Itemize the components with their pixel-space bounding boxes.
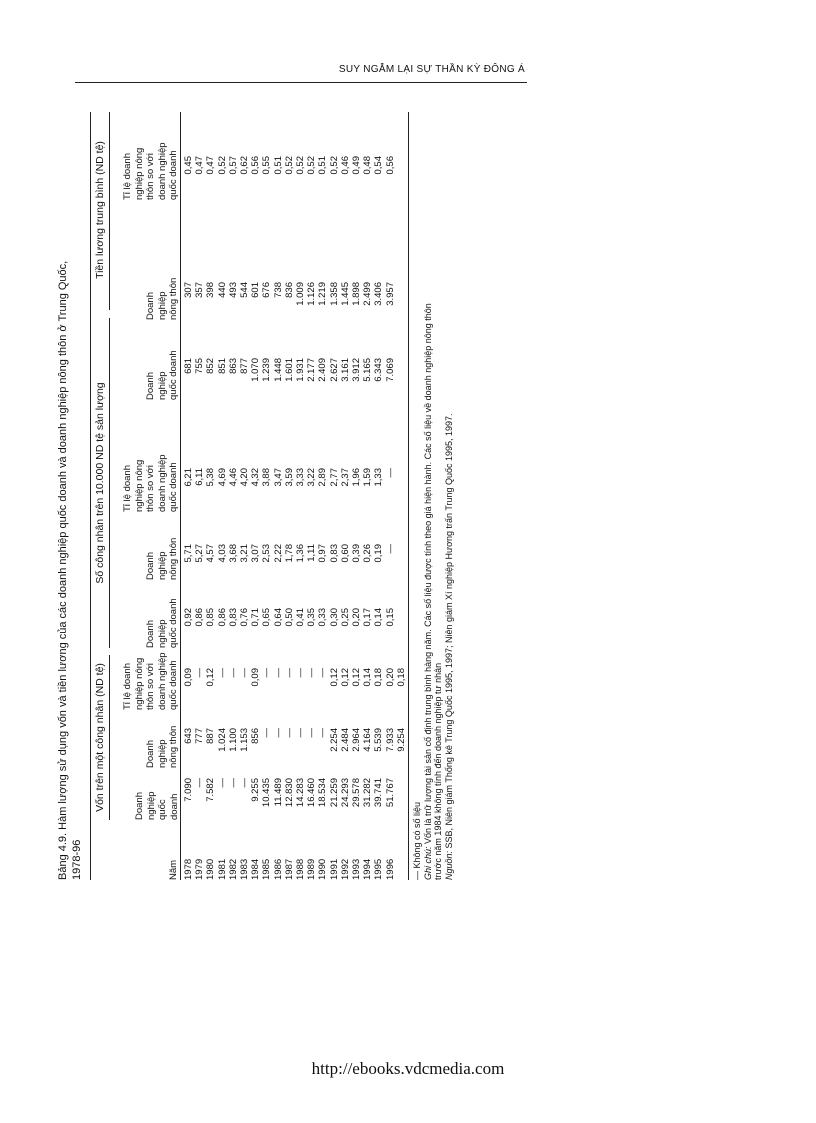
cell-year: 1988 — [295, 858, 307, 880]
cell-cap_ratio: 0,20 — [384, 668, 396, 687]
cell-cap_rural: 2.254 — [328, 728, 340, 752]
col-header-cap-soe: Doanh nghiệp quốc doanh — [134, 791, 180, 820]
cell-wage_rural: 3.406 — [373, 282, 385, 306]
cell-wage_ratio: 0,56 — [384, 156, 396, 175]
cell-wk_rural: 3,07 — [250, 544, 262, 563]
cell-cap_soe: — — [239, 778, 251, 788]
cell-wage_soe: 877 — [239, 358, 251, 374]
cell-year: 1989 — [306, 858, 318, 880]
cell-cap_soe: 18.534 — [317, 778, 329, 808]
cell-cap_soe: 51.767 — [384, 778, 396, 808]
cell-wage_soe: 1.931 — [295, 358, 307, 382]
running-header — [75, 60, 527, 83]
group-header-capital: Vốn trên một công nhân (ND tệ) — [94, 663, 106, 812]
cell-cap_soe: 7.582 — [205, 778, 217, 802]
cell-wk_ratio: 4,32 — [250, 468, 262, 487]
cell-wage_rural: 1.358 — [328, 282, 340, 306]
cell-wk_ratio: 4,69 — [216, 468, 228, 487]
cell-wk_ratio: — — [384, 468, 396, 478]
cell-cap_rural: 5.539 — [373, 728, 385, 752]
cell-year: 1984 — [250, 858, 262, 880]
col-header-wk-ratio: Tỉ lệ doanh nghiệp nông thôn so với doanh nghiệp quốc doanh — [122, 454, 179, 512]
cell-wk_rural: 4,03 — [216, 544, 228, 563]
cell-wk_ratio: 3,33 — [295, 468, 307, 487]
cell-wage_ratio: 0,49 — [351, 156, 363, 175]
col-header-cap-ratio: Tỉ lệ doanh nghiệp nông thôn so với doanh nghiệp quốc doanh — [122, 652, 179, 710]
cell-cap_ratio: 0,18 — [373, 668, 385, 687]
cell-year: 1983 — [239, 858, 251, 880]
cell-cap_rural: — — [283, 728, 295, 738]
cell-wage_soe: 863 — [227, 358, 239, 374]
note-missing: — Không có số liệu — [412, 801, 422, 880]
cell-cap_rural: 7.933 — [384, 728, 396, 752]
cell-wk_ratio: 4,20 — [239, 468, 251, 487]
cell-wage_ratio: 0,47 — [194, 156, 206, 175]
cell-wk_ratio: 6,11 — [194, 468, 206, 486]
cell-wk_rural: 0,60 — [339, 544, 351, 563]
cell-wk_ratio: 1,96 — [351, 468, 363, 487]
col-wage-rural — [183, 282, 396, 320]
note-remark-text: Vốn là trữ lượng tài sản cố định trung bình hàng năm. Các số liệu được tính theo giá hiện hành. Các số liệu về doanh nghiệp nông thôn — [422, 303, 433, 847]
cell-year: 1979 — [194, 858, 206, 880]
cell-wk_rural: 5,71 — [183, 544, 194, 563]
cell-wk_rural: 1,11 — [306, 544, 318, 562]
cell-wk_ratio: 1,59 — [362, 468, 374, 487]
col-cap-ratio — [183, 668, 407, 718]
cell-cap_soe: 14.283 — [295, 778, 307, 808]
cell-wage_ratio: 0,52 — [306, 156, 318, 175]
cell-cap_rural: — — [272, 728, 284, 738]
col-header-wage-ratio: Tỉ lệ doanh nghiệp nông thôn so với doanh nghiệp quốc doanh — [122, 142, 179, 200]
cell-cap_rural: 1.100 — [227, 728, 239, 752]
table-caption — [56, 110, 84, 880]
cell-wk_soe: 0,83 — [227, 608, 239, 627]
cell-cap_rural: 2.964 — [351, 728, 363, 752]
cell-cap_soe: 16.460 — [306, 778, 318, 808]
cell-wage_rural: 544 — [239, 282, 251, 298]
cell-cap_soe: 12.830 — [283, 778, 295, 808]
cell-cap_rural: — — [306, 728, 318, 738]
col-wage-soe — [183, 358, 396, 402]
cell-cap_rural: 643 — [183, 728, 194, 744]
cell-year: 1994 — [362, 858, 374, 880]
cell-cap_rural: 1.153 — [239, 728, 251, 752]
cell-wk_soe: 0,85 — [205, 608, 217, 627]
cell-wk_soe: 0,86 — [216, 608, 228, 627]
cell-wage_soe: 755 — [194, 358, 206, 374]
cell-wk_soe: 0,20 — [351, 608, 363, 627]
cell-wk_ratio: 2,89 — [317, 468, 329, 487]
cell-cap_ratio: — — [261, 668, 273, 678]
cell-wk_ratio: 3,47 — [272, 468, 284, 487]
cell-wage_ratio: 0,55 — [261, 156, 273, 175]
cell-wage_rural: 398 — [205, 282, 217, 298]
cell-wage_rural: 493 — [227, 282, 239, 298]
cell-year: 1996 — [384, 858, 396, 880]
cell-wk_soe: 0,35 — [306, 608, 318, 627]
cell-cap_soe: 29.578 — [351, 778, 363, 808]
cell-cap_soe: 21.259 — [328, 778, 340, 808]
cell-wage_ratio: 0,47 — [205, 156, 217, 175]
cell-cap_rural: 777 — [194, 728, 206, 744]
cell-wage_soe: 1.448 — [272, 358, 284, 382]
cell-year: 1981 — [216, 858, 228, 880]
cell-wage_soe: 5.165 — [362, 358, 374, 382]
cell-year: 1991 — [328, 858, 340, 880]
cell-year: 1987 — [283, 858, 295, 880]
cell-year: 1995 — [373, 858, 385, 880]
group-header-workers: Số công nhân trên 10.000 ND tệ sản lượng — [94, 382, 106, 584]
cell-wage_ratio: 0,48 — [362, 156, 374, 175]
cell-wk_rural: 1,78 — [283, 544, 295, 563]
cell-wage_rural: 1.126 — [306, 282, 318, 306]
cell-cap_soe: — — [216, 778, 228, 788]
cell-wage_rural: 676 — [261, 282, 273, 298]
cell-wk_soe: 0,25 — [339, 608, 351, 627]
col-wk-ratio — [183, 468, 396, 508]
note-source — [444, 110, 455, 880]
cell-wk_soe: 0,14 — [373, 608, 385, 627]
cell-cap_soe: — — [227, 778, 239, 788]
cell-wage_ratio: 0,54 — [373, 156, 385, 175]
cell-year: 1990 — [317, 858, 329, 880]
header-bottom-rule — [180, 112, 181, 880]
cell-wk_ratio: 3,22 — [306, 468, 318, 487]
cell-wage_soe: 3.161 — [339, 358, 351, 382]
cell-year: 1992 — [339, 858, 351, 880]
cell-wk_soe: 0,65 — [261, 608, 273, 627]
col-header-wk-soe: Doanh nghiệp quốc doanh — [145, 598, 179, 648]
cell-wage_ratio: 0,52 — [295, 156, 307, 175]
col-header-wage-soe: Doanh nghiệp quốc doanh — [145, 350, 179, 400]
cell-wk_soe: 0,30 — [328, 608, 340, 627]
cell-wage_ratio: 0,52 — [216, 156, 228, 175]
cell-wk_rural: 0,26 — [362, 544, 374, 563]
cell-wage_soe: 2.627 — [328, 358, 340, 382]
cell-year: 1978 — [183, 858, 194, 880]
cell-wk_soe: 0,92 — [183, 608, 194, 627]
cell-wk_ratio: 3,59 — [283, 468, 295, 487]
cell-cap_soe: 9.255 — [250, 778, 262, 802]
cell-wage_soe: 2.409 — [317, 358, 329, 382]
cell-wage_soe: 3.912 — [351, 358, 363, 382]
cell-wage_rural: 307 — [183, 282, 194, 298]
cell-cap_rural: 4.164 — [362, 728, 374, 752]
cell-year: 1980 — [205, 858, 217, 880]
group-header-wage: Tiền lương trung bình (ND tệ) — [94, 141, 106, 279]
cell-cap_ratio: — — [295, 668, 307, 678]
footer-url: http://ebooks.vdcmedia.com — [311, 1059, 505, 1078]
cell-wage_soe: 1.070 — [250, 358, 262, 382]
cell-wk_rural: 0,39 — [351, 544, 363, 563]
cell-wage_rural: 836 — [283, 282, 295, 298]
cell-wage_soe: 851 — [216, 358, 228, 374]
cell-wk_ratio: 2,77 — [328, 468, 340, 487]
cell-cap_ratio: — — [239, 668, 251, 678]
group-rule-2 — [109, 318, 110, 648]
table-bottom-rule — [408, 112, 409, 880]
top-rule — [90, 112, 91, 880]
cell-cap_ratio: 0,18 — [395, 668, 407, 687]
note-remark-label: Ghi chú: — [422, 846, 433, 880]
table-notes — [412, 110, 454, 880]
cell-wk_ratio: 5,38 — [205, 468, 217, 487]
cell-wk_soe: 0,71 — [250, 608, 262, 627]
cell-wage_soe: 852 — [205, 358, 217, 374]
cell-wk_rural: 5,27 — [194, 544, 206, 563]
cell-wk_soe: 0,41 — [295, 608, 307, 627]
cell-year: 1985 — [261, 858, 273, 880]
cell-wk_rural: 0,97 — [317, 544, 329, 563]
col-header-wage-rural: Doanh nghiệp nông thôn — [145, 277, 179, 320]
cell-wk_rural: — — [384, 544, 396, 554]
cell-year: 1993 — [351, 858, 363, 880]
cell-wage_ratio: 0,62 — [239, 156, 251, 175]
cell-cap_rural: — — [295, 728, 307, 738]
cell-wage_ratio: 0,51 — [317, 156, 329, 175]
cell-wk_soe: 0,76 — [239, 608, 251, 627]
col-wage-ratio — [183, 156, 396, 192]
cell-cap_soe: 39.741 — [373, 778, 385, 808]
cell-wage_ratio: 0,46 — [339, 156, 351, 175]
cell-cap_rural: — — [261, 728, 273, 738]
group-rule-3 — [109, 112, 110, 310]
cell-wage_soe: 1.239 — [261, 358, 273, 382]
cell-cap_ratio: — — [283, 668, 295, 678]
cell-wage_rural: 3.957 — [384, 282, 396, 306]
cell-cap_soe: 10.435 — [261, 778, 273, 808]
col-header-year: Năm — [168, 859, 179, 880]
cell-cap_ratio: 0,14 — [362, 668, 374, 687]
cell-cap_rural: 856 — [250, 728, 262, 744]
cell-wage_rural: 440 — [216, 282, 228, 298]
cell-year: 1986 — [272, 858, 284, 880]
cell-wk_ratio: 2,37 — [339, 468, 351, 487]
cell-wage_ratio: 0,51 — [272, 156, 284, 175]
cell-wk_rural: 2,22 — [272, 544, 284, 563]
cell-cap_ratio: — — [194, 668, 206, 678]
col-wk-rural — [183, 544, 396, 584]
cell-cap_ratio: 0,12 — [205, 668, 217, 687]
cell-wk_ratio: 1,33 — [373, 468, 385, 487]
cell-cap_ratio: 0,12 — [351, 668, 363, 687]
cell-cap_ratio: 0,12 — [339, 668, 351, 687]
cell-wage_rural: 601 — [250, 282, 262, 298]
caption-line-1: Bảng 4.9. Hàm lượng sử dụng vốn và tiền lương của các doanh nghiệp quốc doanh và doanh nghiệp nông thôn ở Trung Quốc, — [57, 260, 69, 880]
cell-wage_soe: 681 — [183, 358, 194, 374]
cell-wk_rural: 1,36 — [295, 544, 307, 563]
cell-cap_rural: — — [317, 728, 329, 738]
cell-wk_soe: 0,64 — [272, 608, 284, 627]
cell-cap_rural: 2.484 — [339, 728, 351, 752]
cell-wk_rural: 0,83 — [328, 544, 340, 563]
cell-wk_ratio: 4,46 — [227, 468, 239, 487]
cell-wage_rural: 1.219 — [317, 282, 329, 306]
note-source-text: SSB, Niên giám Thống kê Trung Quốc 1995, 1997; Niên giám Xí nghiệp Hương trấn Trung Quốc 1995, 1997. — [443, 413, 454, 851]
note-remark-cont: trước năm 1984 không tính đến doanh nghiệp tư nhân — [433, 662, 443, 880]
running-header-text: SUY NGẪM LẠI SỰ THẦN KỲ ĐÔNG Á — [338, 64, 525, 75]
col-cap-soe — [183, 778, 396, 832]
cell-wage_ratio: 0,52 — [283, 156, 295, 175]
note-source-label: Nguồn: — [443, 850, 454, 880]
cell-wage_soe: 1.601 — [283, 358, 295, 382]
cell-cap_soe: 11.489 — [272, 778, 284, 807]
cell-cap_rural: 887 — [205, 728, 217, 744]
cell-cap_soe: — — [194, 778, 206, 788]
cell-cap_ratio: — — [272, 668, 284, 678]
cell-cap_ratio: 0,09 — [250, 668, 262, 687]
group-rule-1 — [109, 655, 110, 820]
cell-wk_ratio: 6,21 — [183, 468, 194, 487]
cell-cap_ratio: — — [216, 668, 228, 678]
cell-wk_rural: 0,19 — [373, 544, 385, 563]
cell-wage_ratio: 0,52 — [328, 156, 340, 175]
cell-wage_soe: 6.343 — [373, 358, 385, 382]
cell-cap_soe: 24.293 — [339, 778, 351, 808]
cell-cap_ratio: — — [306, 668, 318, 678]
cell-wk_soe: 0,17 — [362, 608, 374, 627]
cell-wage_soe: 7.069 — [384, 358, 396, 382]
cell-cap_ratio: 0,09 — [183, 668, 194, 687]
caption-line-2: 1978-96 — [71, 839, 83, 880]
cell-wage_rural: 1.445 — [339, 282, 351, 306]
rotated-table — [56, 110, 536, 880]
cell-wage_rural: 1.898 — [351, 282, 363, 306]
cell-wk_soe: 0,15 — [384, 608, 396, 627]
cell-cap_ratio: — — [227, 668, 239, 678]
cell-cap_ratio: 0,12 — [328, 668, 340, 687]
cell-wk_rural: 3,68 — [227, 544, 239, 563]
note-remark — [423, 110, 434, 880]
cell-wage_rural: 357 — [194, 282, 206, 298]
cell-year: 1982 — [227, 858, 239, 880]
cell-wage_soe: 2.177 — [306, 358, 318, 382]
cell-wk_soe: 0,33 — [317, 608, 329, 627]
cell-wage_ratio: 0,56 — [250, 156, 262, 175]
cell-wk_rural: 2,53 — [261, 544, 273, 563]
cell-wk_rural: 4,57 — [205, 544, 217, 563]
col-header-wk-rural: Doanh nghiệp nông thôn — [145, 537, 179, 580]
col-header-cap-rural: Doanh nghiệp nông thôn — [145, 725, 179, 768]
cell-cap_ratio: — — [317, 668, 329, 678]
col-year — [183, 850, 396, 880]
cell-cap_rural: 1.024 — [216, 728, 228, 752]
cell-cap_soe: 7.090 — [183, 778, 194, 802]
cell-wage_rural: 1.009 — [295, 282, 307, 306]
cell-cap_soe: 31.282 — [362, 778, 374, 808]
cell-wage_ratio: 0,57 — [227, 156, 239, 175]
cell-wage_rural: 2.499 — [362, 282, 374, 306]
cell-wk_ratio: 3,88 — [261, 468, 273, 487]
cell-wk_soe: 0,50 — [283, 608, 295, 627]
col-cap-rural — [183, 728, 407, 780]
cell-wk_soe: 0,86 — [194, 608, 206, 627]
col-wk-soe — [183, 608, 396, 648]
cell-cap_rural: 9.254 — [395, 728, 407, 752]
cell-wk_rural: 3,21 — [239, 544, 251, 563]
cell-wage_ratio: 0,45 — [183, 156, 194, 175]
cell-wage_rural: 738 — [272, 282, 284, 298]
